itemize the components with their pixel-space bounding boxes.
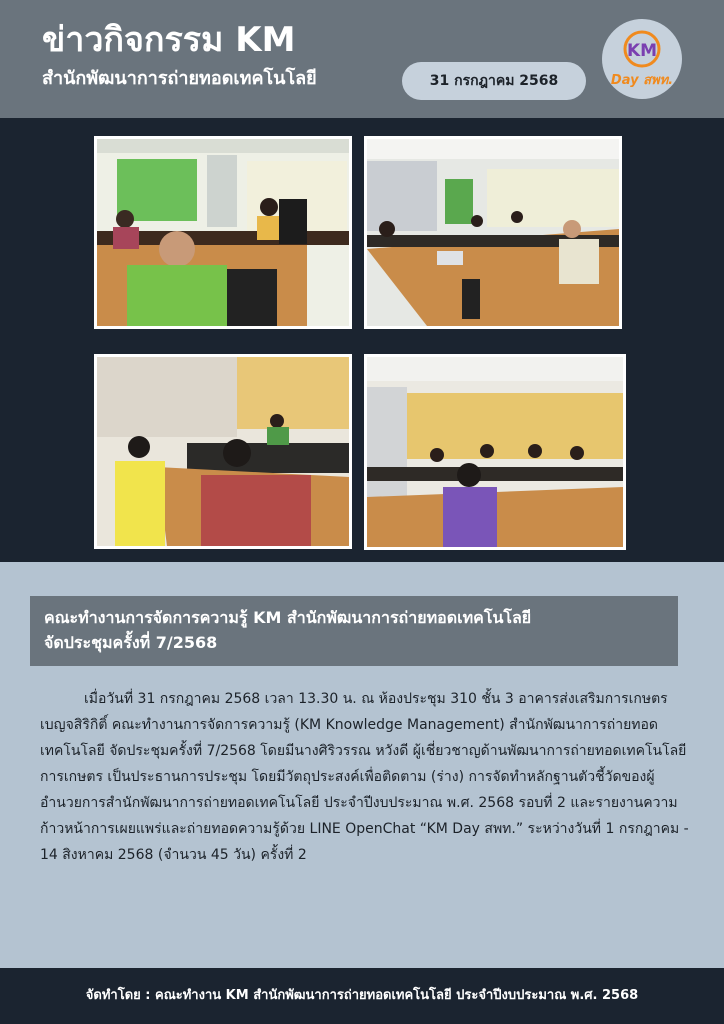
meeting-room-photo-icon [367,139,619,326]
headline-line-1: คณะทำงานการจัดการความรู้ KM สำนักพัฒนาการถ่ายทอดเทคโนโลยี [44,608,532,627]
meeting-photo-4 [364,354,626,550]
headline-line-2: จัดประชุมครั้งที่ 7/2568 [44,633,218,652]
footer-credit: จัดทำโดย : คณะทำงาน KM สำนักพัฒนาการถ่ายทอดเทคโนโลยี ประจำปีงบประมาณ พ.ศ. 2568 [0,968,724,1024]
article-body [40,686,690,868]
header-banner [0,0,724,118]
article-headline [30,596,678,666]
svg-text:KM: KM [626,41,658,61]
logo-caption: Day สพท. [610,73,674,88]
organization-name: สำนักพัฒนาการถ่ายทอดเทคโนโลยี [42,68,317,89]
meeting-photo-3 [94,354,352,549]
meeting-photo-2 [364,136,622,329]
meeting-room-photo-icon [97,357,349,546]
photo-gallery [0,118,724,562]
meeting-room-photo-icon [367,357,623,547]
page-title: ข่าวกิจกรรม KM [42,20,296,60]
km-day-logo [602,19,682,99]
meeting-photo-1 [94,136,352,329]
article-paragraph: เมื่อวันที่ 31 กรกฎาคม 2568 เวลา 13.30 น. ณ ห้องประชุม 310 ชั้น 3 อาคารส่งเสริมการเกษตรเบญจสิริกิติ์ คณะทำงานการจัดการความรู้ (KM Knowledge Management) สำนักพัฒนาการถ่ายทอดเทคโนโลยี จัดประชุมครั้งที่ 7/2568 โดยมีนางศิริวรรณ หวังดี ผู้เชี่ยวชาญด้านพัฒนาการถ่ายทอดเทคโนโลยีการเกษตร เป็นประธานการประชุม โดยมีวัตถุประสงค์เพื่อติดตาม (ร่าง) การจัดทำหลักฐานตัวชี้วัดของผู้อำนวยการสำนักพัฒนาการถ่ายทอดเทคโนโลยี ประจำปีงบประมาณ พ.ศ. 2568 รอบที่ 2 และรายงานความก้าวหน้าการเผยแพร่และถ่ายทอดความรู้ด้วย LINE OpenChat “KM Day สพท.” ระหว่างวันที่ 1 กรกฎาคม - 14 สิงหาคม 2568 (จำนวน 45 วัน) ครั้งที่ 2 [40,691,689,863]
date-badge: 31 กรกฎาคม 2568 [402,62,586,100]
meeting-room-photo-icon [97,139,349,326]
